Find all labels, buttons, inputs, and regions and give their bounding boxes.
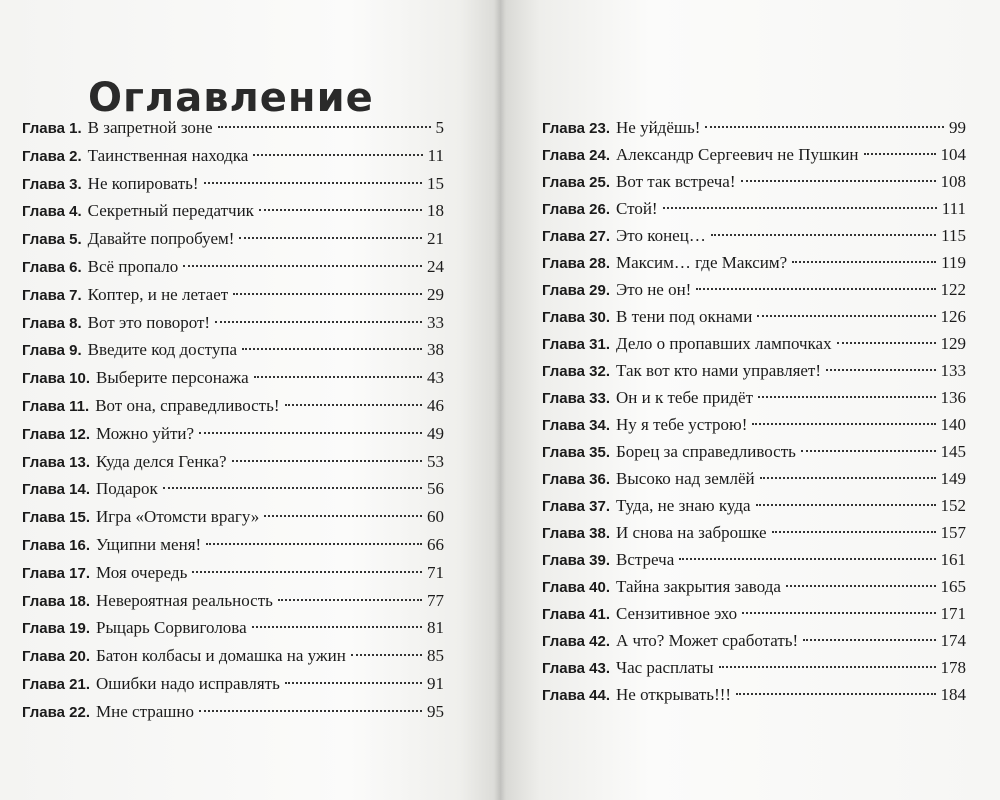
chapter-label: Глава 36. <box>542 471 611 488</box>
toc-entry <box>542 114 966 141</box>
page-number: 29 <box>427 284 444 304</box>
toc-entry <box>542 627 966 654</box>
dot-leader <box>741 180 936 182</box>
chapter-label: Глава 16. <box>22 536 91 554</box>
chapter-title: Это конец… <box>616 226 706 245</box>
dot-leader <box>278 599 422 601</box>
toc-entry <box>22 503 444 531</box>
page-number: 99 <box>949 118 966 137</box>
chapter-label: Глава 4. <box>22 203 82 221</box>
chapter-label: Глава 22. <box>22 703 91 721</box>
chapter-label: Глава 39. <box>542 552 611 569</box>
toc-entry <box>542 195 966 222</box>
page-number: 21 <box>427 229 444 249</box>
page-number: 171 <box>940 604 966 623</box>
page-number: 133 <box>940 361 966 380</box>
page-number: 49 <box>427 423 444 443</box>
dot-leader <box>772 531 936 533</box>
chapter-title: Сензитивное эхо <box>616 604 738 623</box>
chapter-label: Глава 28. <box>542 255 611 272</box>
page-number: 46 <box>427 395 444 415</box>
book-spine-shadow <box>494 0 506 800</box>
chapter-title: Ну я тебе устрою! <box>616 415 748 434</box>
chapter-label: Глава 43. <box>542 660 611 677</box>
chapter-title: Тайна закрытия завода <box>616 577 781 596</box>
chapter-label: Глава 12. <box>22 425 91 443</box>
dot-leader <box>163 487 422 489</box>
chapter-label: Глава 6. <box>22 258 82 276</box>
toc-entry <box>542 681 966 708</box>
dot-leader <box>679 558 935 560</box>
toc-entry <box>22 531 444 559</box>
page-number: 129 <box>940 334 966 353</box>
page-number: 33 <box>427 312 444 332</box>
toc-entry <box>22 281 444 309</box>
chapter-label: Глава 1. <box>22 120 82 137</box>
page-number: 43 <box>427 368 444 388</box>
chapter-title: Максим… где Максим? <box>616 253 788 272</box>
chapter-title: Не копировать! <box>87 173 199 193</box>
page-number: 5 <box>435 118 444 137</box>
page-number: 38 <box>427 340 444 360</box>
dot-leader <box>801 450 936 452</box>
chapter-label: Глава 32. <box>542 363 611 380</box>
chapter-label: Глава 17. <box>22 564 91 582</box>
chapter-label: Глава 15. <box>22 509 91 527</box>
dot-leader <box>206 543 422 545</box>
dot-leader <box>760 477 936 479</box>
dot-leader <box>239 237 422 239</box>
chapter-title: Александр Сергеевич не Пушкин <box>616 145 859 164</box>
toc-entry <box>22 336 444 364</box>
dot-leader <box>242 348 422 350</box>
chapter-title: Высоко над землёй <box>616 469 755 488</box>
chapter-title: Не открывать!!! <box>616 685 732 704</box>
chapter-title: Всё пропало <box>87 256 179 276</box>
chapter-label: Глава 29. <box>542 282 611 299</box>
toc-entry <box>22 197 444 225</box>
chapter-label: Глава 10. <box>22 370 91 388</box>
toc-entry <box>542 438 966 465</box>
toc-entry <box>22 642 444 670</box>
dot-leader <box>736 693 935 695</box>
chapter-label: Глава 31. <box>542 336 611 353</box>
dot-leader <box>837 342 936 344</box>
toc-entry <box>22 420 444 448</box>
chapter-title: Он и к тебе придёт <box>616 388 754 407</box>
chapter-label: Глава 19. <box>22 620 91 638</box>
toc-entry <box>22 170 444 198</box>
dot-leader <box>711 234 936 236</box>
dot-leader <box>285 404 422 406</box>
chapter-label: Глава 26. <box>542 201 611 218</box>
chapter-title: Невероятная реальность <box>96 590 273 610</box>
toc-left-column <box>22 114 444 726</box>
page-number: 126 <box>940 307 966 326</box>
chapter-title: Дело о пропавших лампочках <box>616 334 832 353</box>
toc-entry <box>542 357 966 384</box>
toc-entry <box>22 614 444 642</box>
toc-right-column <box>542 114 966 708</box>
dot-leader <box>204 182 422 184</box>
chapter-title: Коптер, и не летает <box>87 284 229 304</box>
chapter-label: Глава 40. <box>542 579 611 596</box>
page-number: 60 <box>427 507 444 527</box>
toc-entry <box>22 364 444 392</box>
page-number: 184 <box>940 685 966 704</box>
page-number: 157 <box>940 523 966 542</box>
toc-entry <box>22 114 444 142</box>
chapter-label: Глава 9. <box>22 342 82 360</box>
dot-leader <box>253 154 422 156</box>
chapter-title: Куда делся Генка? <box>96 451 227 471</box>
dot-leader <box>232 460 422 462</box>
chapter-title: Батон колбасы и домашка на ужин <box>96 646 346 666</box>
toc-entry <box>542 411 966 438</box>
chapter-title: Моя очередь <box>96 562 188 582</box>
toc-entry <box>542 492 966 519</box>
toc-entry <box>542 222 966 249</box>
dot-leader <box>786 585 936 587</box>
dot-leader <box>259 209 422 211</box>
chapter-label: Глава 25. <box>542 174 611 191</box>
chapter-title: Выберите персонажа <box>96 368 249 388</box>
chapter-title: Секретный передатчик <box>87 201 254 221</box>
chapter-label: Глава 18. <box>22 592 91 610</box>
page-number: 145 <box>940 442 966 461</box>
page-number: 18 <box>427 201 444 221</box>
chapter-label: Глава 7. <box>22 286 82 304</box>
dot-leader <box>192 571 422 573</box>
page-number: 85 <box>427 646 444 666</box>
dot-leader <box>826 369 935 371</box>
dot-leader <box>756 504 936 506</box>
page-number: 91 <box>427 673 444 693</box>
page-number: 24 <box>427 256 444 276</box>
dot-leader <box>351 654 422 656</box>
chapter-label: Глава 30. <box>542 309 611 326</box>
page-number: 108 <box>940 172 966 191</box>
dot-leader <box>264 515 422 517</box>
page-number: 71 <box>427 562 444 582</box>
toc-entry <box>542 276 966 303</box>
chapter-label: Глава 44. <box>542 687 611 704</box>
chapter-title: Это не он! <box>616 280 692 299</box>
toc-entry <box>22 142 444 170</box>
page-number: 15 <box>427 173 444 193</box>
chapter-label: Глава 3. <box>22 175 82 193</box>
dot-leader <box>252 626 422 628</box>
dot-leader <box>757 315 935 317</box>
chapter-label: Глава 20. <box>22 648 91 666</box>
chapter-label: Глава 27. <box>542 228 611 245</box>
chapter-label: Глава 33. <box>542 390 611 407</box>
dot-leader <box>705 126 944 128</box>
toc-entry <box>542 600 966 627</box>
chapter-label: Глава 13. <box>22 453 91 471</box>
page-number: 149 <box>940 469 966 488</box>
toc-entry <box>22 309 444 337</box>
chapter-label: Глава 11. <box>22 397 90 415</box>
toc-entry <box>542 330 966 357</box>
page-number: 136 <box>940 388 966 407</box>
chapter-title: Рыцарь Сорвиголова <box>96 618 247 638</box>
dot-leader <box>864 153 936 155</box>
dot-leader <box>792 261 936 263</box>
page-number: 178 <box>940 658 966 677</box>
page-number: 152 <box>940 496 966 515</box>
chapter-title: А что? Может сработать! <box>616 631 799 650</box>
dot-leader <box>233 293 422 295</box>
chapter-title: И снова на заброшке <box>616 523 767 542</box>
chapter-title: Стой! <box>616 199 658 218</box>
chapter-label: Глава 24. <box>542 147 611 164</box>
toc-entry <box>542 168 966 195</box>
chapter-title: Давайте попробуем! <box>87 229 235 249</box>
toc-entry <box>542 654 966 681</box>
toc-entry <box>542 384 966 411</box>
page-number: 56 <box>427 479 444 499</box>
dot-leader <box>199 432 422 434</box>
chapter-title: Борец за справедливость <box>616 442 796 461</box>
page-number: 77 <box>427 590 444 610</box>
toc-entry <box>22 587 444 615</box>
chapter-title: В тени под окнами <box>616 307 753 326</box>
dot-leader <box>663 207 937 209</box>
page-title: Оглавление <box>88 74 374 121</box>
page-number: 119 <box>941 253 966 272</box>
chapter-label: Глава 42. <box>542 633 611 650</box>
chapter-label: Глава 34. <box>542 417 611 434</box>
toc-entry <box>22 698 444 726</box>
chapter-label: Глава 41. <box>542 606 611 623</box>
toc-entry <box>22 392 444 420</box>
toc-entry <box>542 465 966 492</box>
toc-entry <box>22 559 444 587</box>
toc-entry <box>542 303 966 330</box>
toc-entry <box>542 546 966 573</box>
dot-leader <box>742 612 935 614</box>
chapter-title: Ущипни меня! <box>96 534 202 554</box>
dot-leader <box>218 126 431 128</box>
toc-entry <box>542 141 966 168</box>
page-number: 111 <box>941 199 966 218</box>
chapter-title: Так вот кто нами управляет! <box>616 361 822 380</box>
page-number: 104 <box>940 145 966 164</box>
toc-entry <box>542 249 966 276</box>
chapter-title: Вот это поворот! <box>87 312 211 332</box>
toc-entry <box>542 573 966 600</box>
toc-entry <box>542 519 966 546</box>
page-number: 115 <box>941 226 966 245</box>
dot-leader <box>285 682 422 684</box>
chapter-label: Глава 8. <box>22 314 82 332</box>
dot-leader <box>719 666 936 668</box>
chapter-title: Введите код доступа <box>87 340 238 360</box>
dot-leader <box>215 321 422 323</box>
chapter-label: Глава 14. <box>22 481 91 499</box>
chapter-label: Глава 2. <box>22 147 82 165</box>
chapter-title: Можно уйти? <box>96 423 195 443</box>
toc-entry <box>22 225 444 253</box>
chapter-label: Глава 5. <box>22 231 82 249</box>
page-number: 165 <box>940 577 966 596</box>
chapter-title: Час расплаты <box>616 658 714 677</box>
page-number: 161 <box>940 550 966 569</box>
page-number: 53 <box>427 451 444 471</box>
chapter-title: Вот она, справедливость! <box>95 395 280 415</box>
page-number: 122 <box>940 280 966 299</box>
dot-leader <box>199 710 422 712</box>
chapter-label: Глава 37. <box>542 498 611 515</box>
toc-entry <box>22 448 444 476</box>
dot-leader <box>183 265 422 267</box>
chapter-title: Вот так встреча! <box>616 172 736 191</box>
toc-entry <box>22 670 444 698</box>
chapter-title: Не уйдёшь! <box>616 118 701 137</box>
page-number: 140 <box>940 415 966 434</box>
dot-leader <box>254 376 422 378</box>
chapter-title: Ошибки надо исправлять <box>96 673 280 693</box>
toc-entry <box>22 475 444 503</box>
dot-leader <box>696 288 935 290</box>
page-number: 66 <box>427 534 444 554</box>
chapter-title: Игра «Отомсти врагу» <box>96 507 260 527</box>
chapter-title: Подарок <box>96 479 158 499</box>
chapter-label: Глава 35. <box>542 444 611 461</box>
chapter-label: Глава 38. <box>542 525 611 542</box>
dot-leader <box>803 639 935 641</box>
page-number: 95 <box>427 701 444 721</box>
chapter-label: Глава 21. <box>22 675 91 693</box>
chapter-title: В запретной зоне <box>87 118 213 137</box>
chapter-label: Глава 23. <box>542 120 611 137</box>
dot-leader <box>758 396 935 398</box>
chapter-title: Таинственная находка <box>87 145 249 165</box>
chapter-title: Мне страшно <box>96 701 194 721</box>
page-number: 81 <box>427 618 444 638</box>
page-number: 174 <box>940 631 966 650</box>
dot-leader <box>752 423 935 425</box>
chapter-title: Встреча <box>616 550 675 569</box>
page-number: 11 <box>427 145 444 165</box>
toc-entry <box>22 253 444 281</box>
chapter-title: Туда, не знаю куда <box>616 496 751 515</box>
